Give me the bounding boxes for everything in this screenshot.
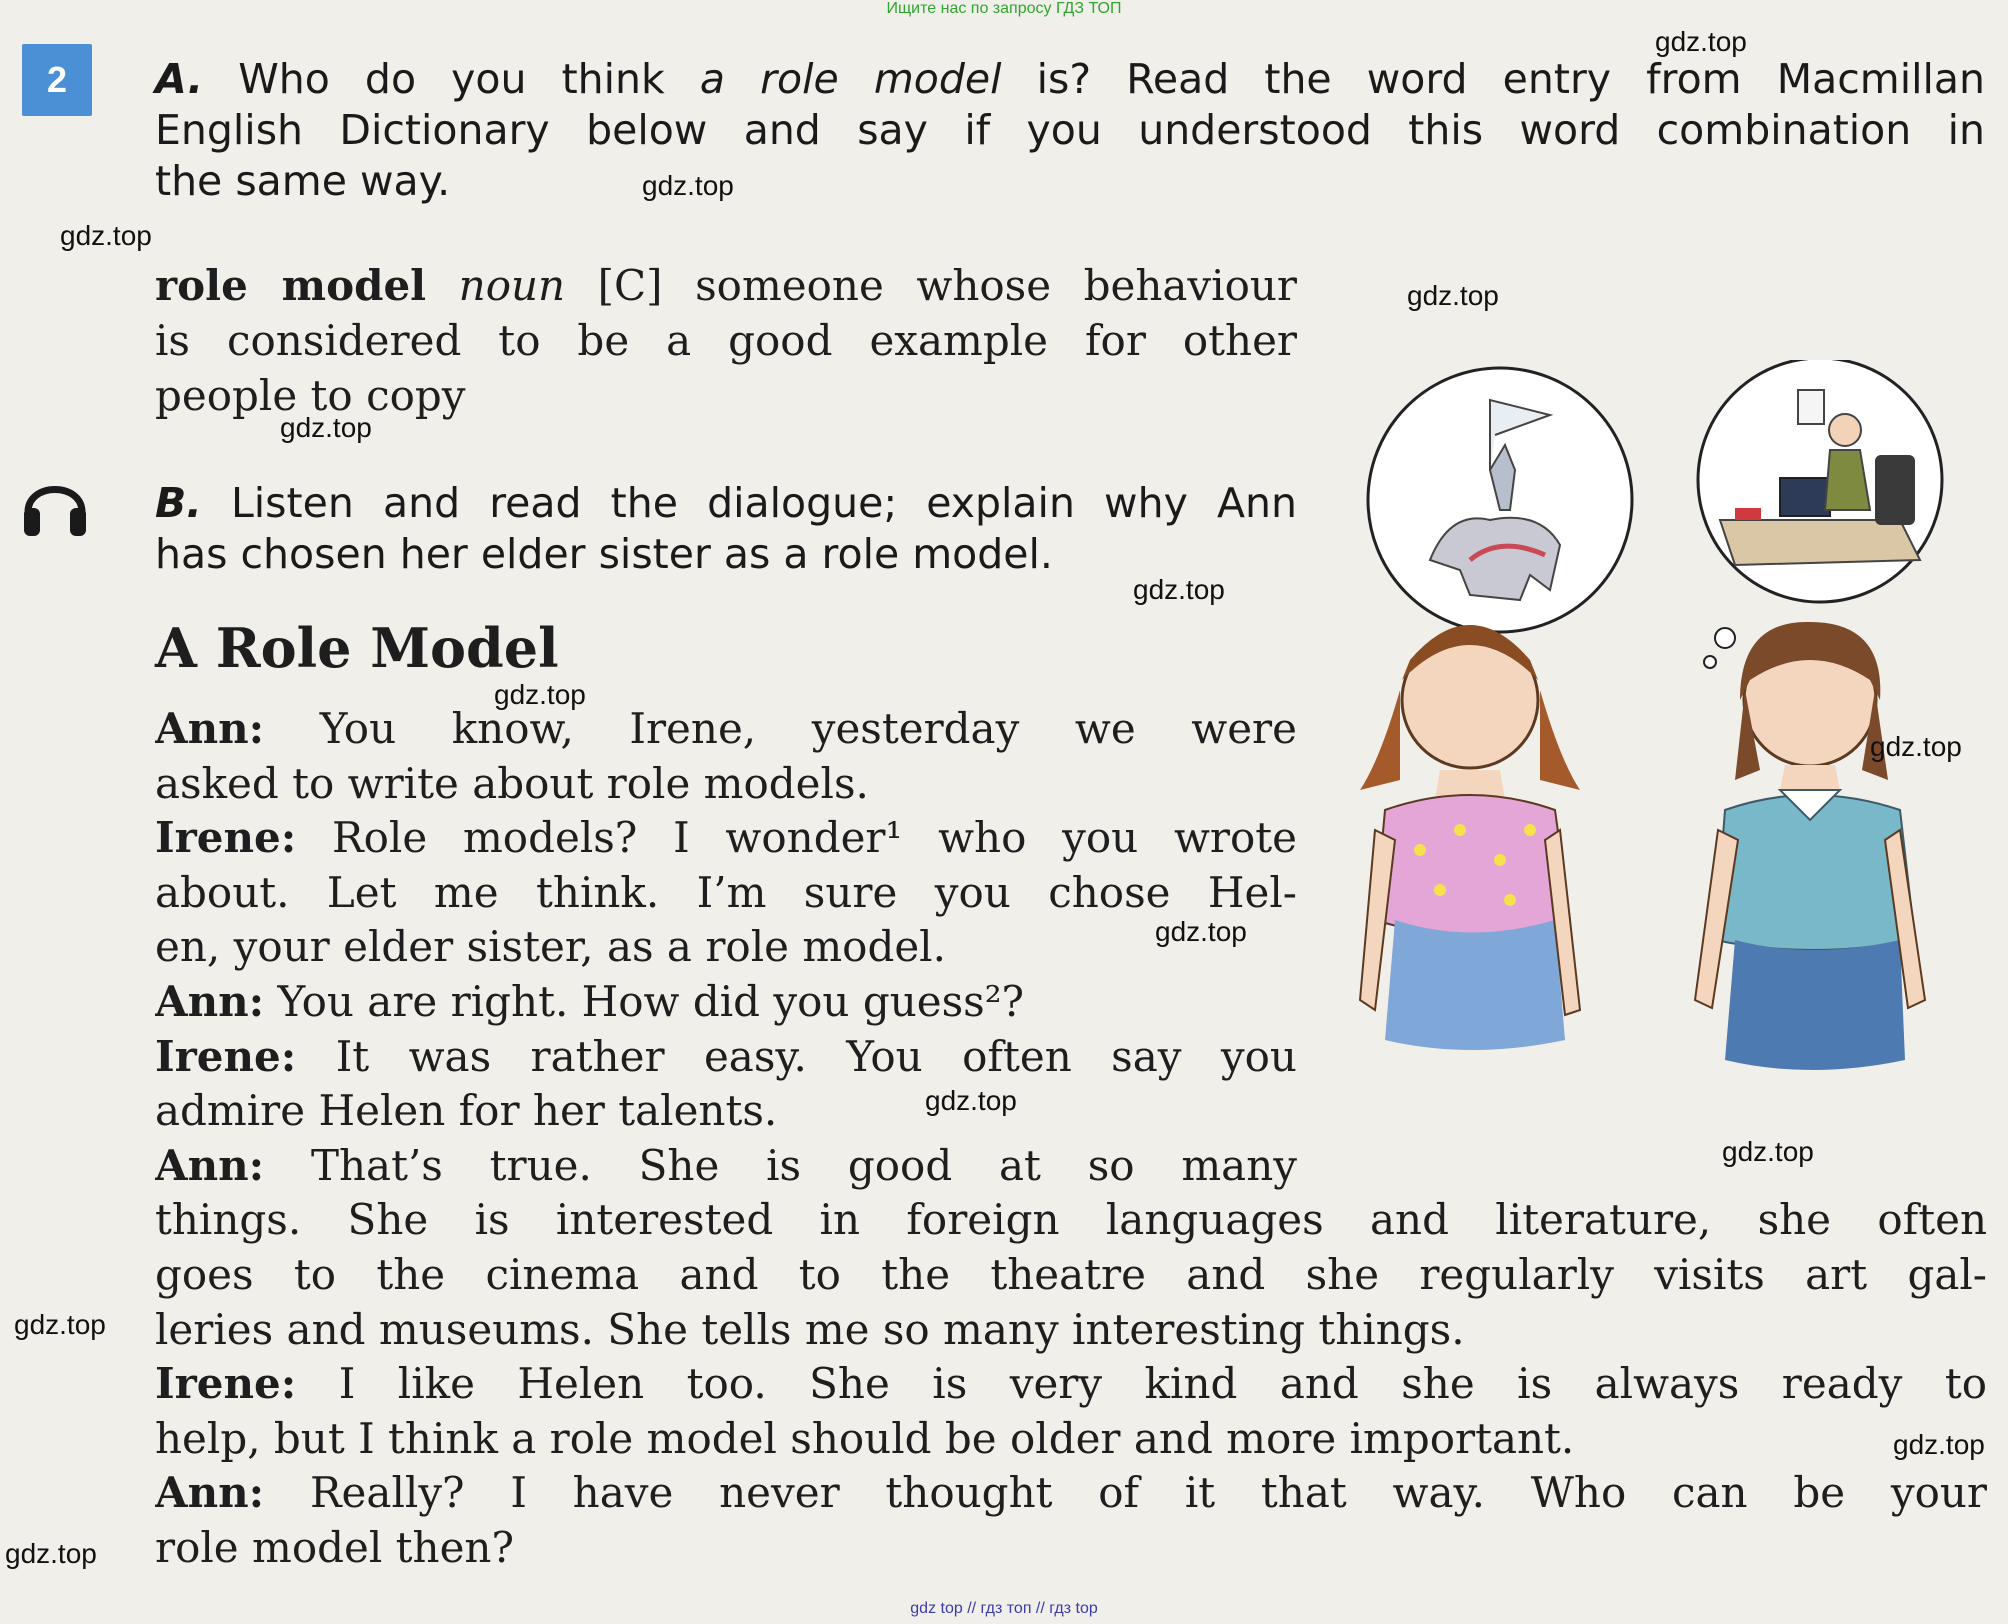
dialogue-line: [155, 920, 1297, 975]
top-banner-link[interactable]: Ищите нас по запросу ГДЗ ТОП: [886, 0, 1122, 17]
task-a-line-3: the same way.: [155, 157, 451, 205]
watermark: gdz.top: [1893, 1429, 1985, 1460]
speaker: Irene:: [155, 1359, 297, 1409]
dialogue-line: [155, 811, 1297, 866]
dialogue-line: [155, 1303, 1987, 1358]
speaker: Ann:: [155, 1140, 265, 1190]
line-text: role model then?: [155, 1522, 514, 1572]
task-b-line-1: [155, 478, 1297, 529]
line-text: leries and museums. She tells me so many interesting things.: [155, 1304, 1465, 1354]
line-text: asked to write about role models.: [155, 758, 869, 808]
watermark: gdz.top: [925, 1085, 1017, 1116]
speaker: Ann:: [155, 976, 265, 1026]
dialogue-line: [155, 702, 1297, 757]
watermark: gdz.top: [14, 1309, 106, 1340]
dictionary-entry: [155, 258, 1297, 423]
watermark: gdz.top: [1407, 280, 1499, 311]
task-a-line-2: English Dictionary below and say if you understood this word combination in: [155, 106, 1985, 154]
speaker: Irene:: [155, 813, 297, 863]
dialogue-line: [155, 1084, 1297, 1139]
line-text: Really? I have never thought of it that way. Who can be your: [309, 1468, 1987, 1518]
watermark: gdz.top: [5, 1538, 97, 1569]
headphones-icon: [20, 470, 90, 540]
entry-pos: noun: [458, 261, 566, 310]
dialogue-line: [155, 1357, 1987, 1412]
speaker: Ann:: [155, 704, 265, 753]
thought-bubble-knight: [1368, 368, 1632, 632]
task-b-line-2: has chosen her elder sister as a role model.: [155, 530, 1053, 578]
entry-grammar: [C]: [597, 261, 663, 310]
speaker: Irene:: [155, 1031, 297, 1081]
dialogue-line: [155, 1466, 1987, 1521]
line-text: goes to the cinema and to the theatre and she regularly visits art gal-: [155, 1249, 1987, 1299]
girl-pink-shirt: [1360, 625, 1580, 1050]
watermark: gdz.top: [60, 220, 152, 251]
watermark: gdz.top: [494, 679, 586, 710]
dialogue-line: [155, 1139, 1297, 1194]
thought-bubble-office: [1698, 360, 1942, 602]
line-text: That’s true. She is good at so many: [310, 1140, 1297, 1190]
dialogue-line: [155, 1412, 1987, 1467]
dialogue-line: [155, 975, 1297, 1030]
task-b: [155, 478, 1297, 580]
task-a-text: Who do you think: [238, 55, 700, 103]
task-a-text: is? Read the word entry from Macmillan: [1001, 55, 1985, 103]
task-b-letter: B.: [155, 479, 202, 527]
dialogue-line: [155, 757, 1297, 812]
dialogue-line: [155, 1521, 1987, 1576]
line-text: en, your elder sister, as a role model.: [155, 922, 946, 972]
watermark: gdz.top: [280, 412, 372, 443]
task-a-letter: A.: [155, 55, 204, 103]
watermark: gdz.top: [1870, 731, 1962, 762]
dialogue-line: [155, 1248, 1987, 1303]
entry-headword: role model: [155, 261, 427, 310]
watermark: gdz.top: [1155, 916, 1247, 947]
exercise-number-badge: 2: [22, 44, 92, 116]
girl-blue-shirt: [1695, 622, 1925, 1070]
entry-line-2: is considered to be a good example for other: [155, 316, 1297, 365]
speaker: Ann:: [155, 1468, 265, 1518]
line-text: You know, Irene, yesterday we were: [319, 704, 1297, 753]
line-text: You are right. How did you guess²?: [277, 976, 1025, 1026]
entry-definition-start: someone whose behaviour: [695, 261, 1298, 310]
dialogue-line: [155, 1193, 1987, 1248]
line-text: things. She is interested in foreign languages and literature, she often: [155, 1195, 1987, 1245]
dialogue-line: [155, 866, 1297, 921]
watermark: gdz.top: [1722, 1136, 1814, 1167]
line-text: Role models? I wonder¹ who you wrote: [332, 813, 1297, 863]
line-text: It was rather easy. You often say you: [335, 1031, 1297, 1081]
watermark: gdz.top: [1133, 574, 1225, 605]
task-b-text: Listen and read the dialogue; explain why Ann: [230, 479, 1297, 527]
bottom-banner-link[interactable]: gdz top // гдз топ // гдз top: [910, 1600, 1098, 1617]
entry-line-3: people to copy: [155, 371, 466, 420]
task-a-line-1: [155, 54, 1985, 105]
entry-line-1: [155, 258, 1297, 313]
line-text: about. Let me think. I’m sure you chose Hel-: [155, 867, 1297, 917]
dialogue-line: [155, 1030, 1297, 1085]
task-a-term: a role model: [699, 55, 1002, 103]
line-text: I like Helen too. She is very kind and she is always ready to: [338, 1359, 1987, 1409]
watermark: gdz.top: [1655, 26, 1747, 57]
line-text: help, but I think a role model should be older and more important.: [155, 1413, 1575, 1463]
line-text: admire Helen for her talents.: [155, 1086, 778, 1136]
watermark: gdz.top: [642, 170, 734, 201]
task-a: [155, 54, 1985, 207]
text-title: A Role Model: [155, 616, 559, 680]
